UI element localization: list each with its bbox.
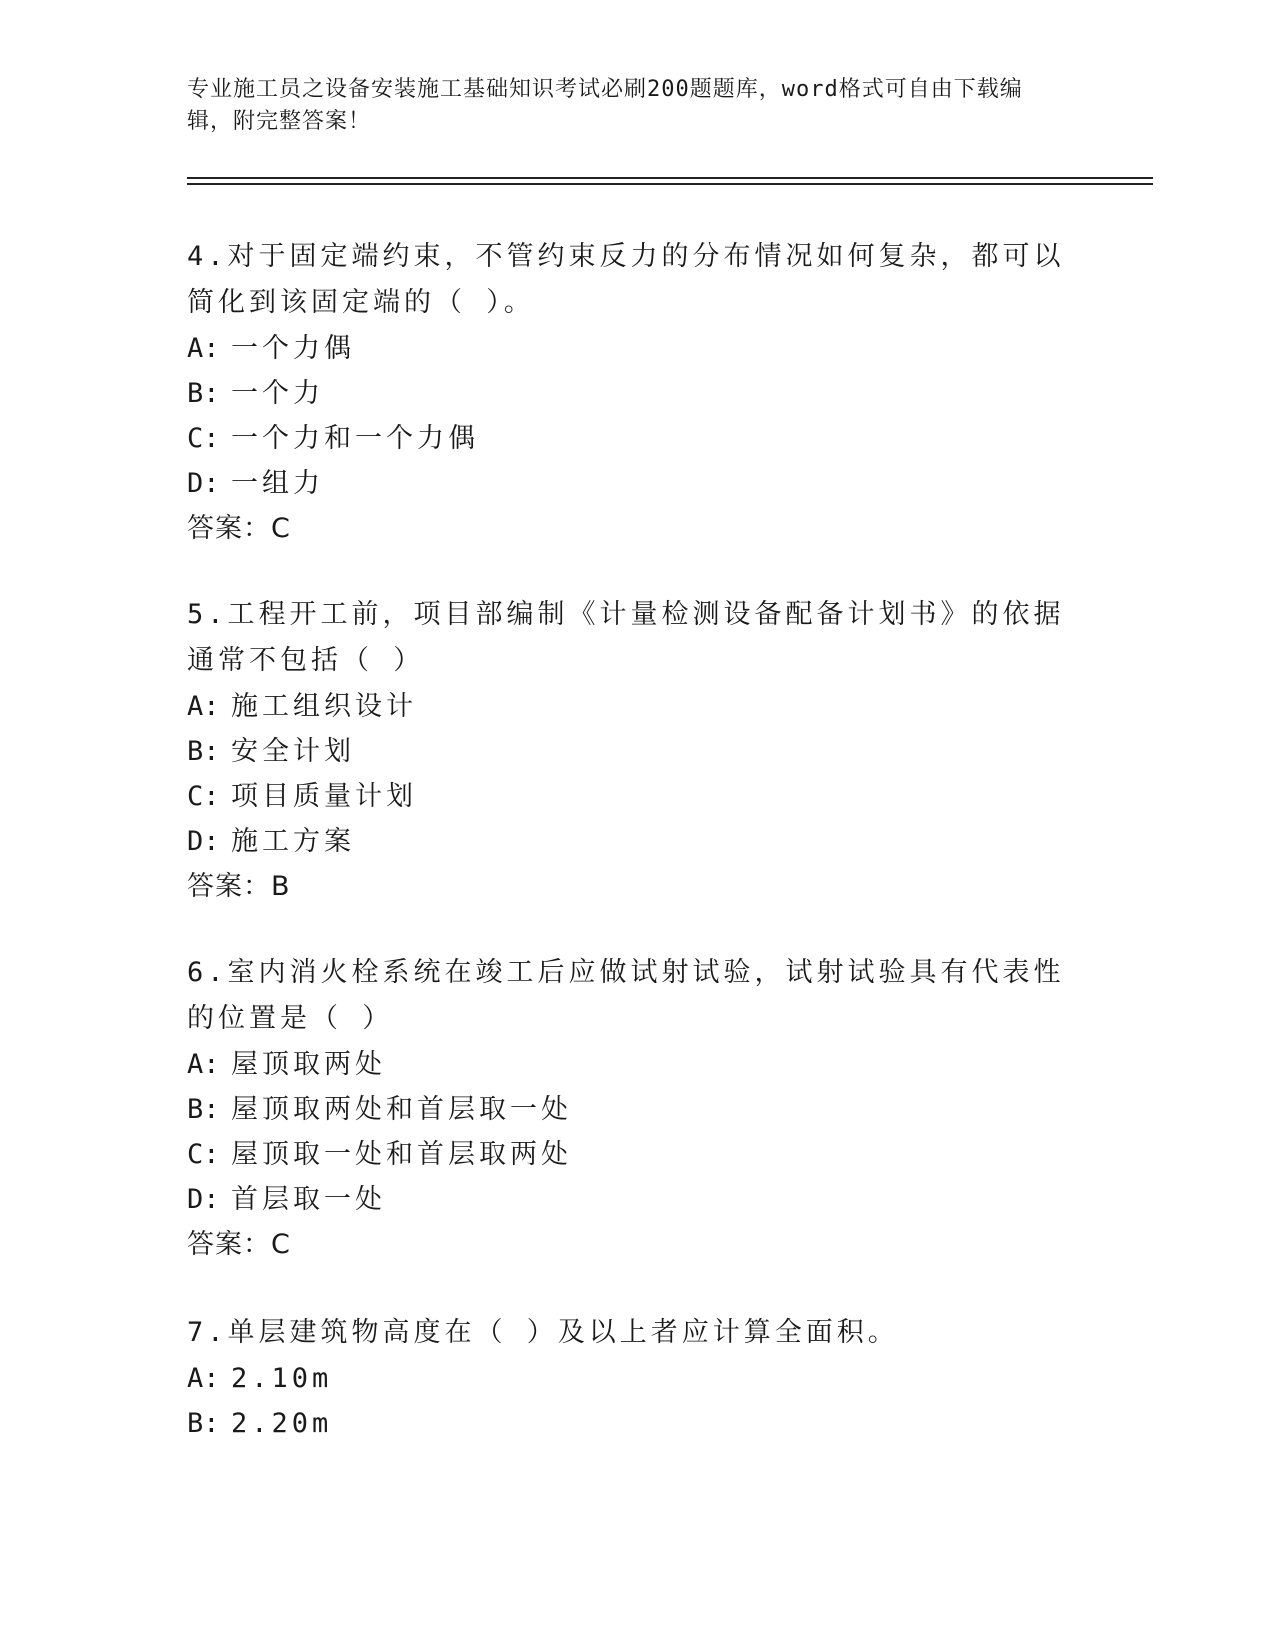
question-text: 5.工程开工前，项目部编制《计量检测设备配备计划书》的依据通常不包括（ ） <box>187 599 1065 676</box>
option-letter: C: <box>187 423 220 454</box>
question-block <box>187 592 1067 910</box>
option-letter: D: <box>187 468 220 499</box>
option-letter: D: <box>187 826 220 857</box>
answer-line: 答案：C <box>187 1229 291 1260</box>
question-text: 6.室内消火栓系统在竣工后应做试射试验，试射试验具有代表性的位置是（ ） <box>187 957 1065 1034</box>
option-d <box>187 1177 1067 1222</box>
option-letter: B: <box>187 378 220 409</box>
question-block <box>187 950 1067 1268</box>
option-c <box>187 416 1067 461</box>
option-text: 安全计划 <box>231 736 355 767</box>
option-letter: A: <box>187 333 220 364</box>
option-text: 一个力 <box>231 378 324 409</box>
option-letter: C: <box>187 781 220 812</box>
question-block <box>187 1310 1067 1446</box>
option-letter: A: <box>187 1363 220 1394</box>
option-text: 一个力偶 <box>231 333 355 364</box>
question-block <box>187 234 1067 552</box>
option-letter: B: <box>187 1408 220 1439</box>
option-text: 首层取一处 <box>231 1184 386 1215</box>
option-text: 一个力和一个力偶 <box>231 423 479 454</box>
option-a <box>187 326 1067 371</box>
option-b <box>187 1401 1067 1446</box>
option-text: 屋顶取两处和首层取一处 <box>231 1094 572 1125</box>
option-text: 2.20m <box>231 1408 333 1439</box>
option-letter: A: <box>187 1049 220 1080</box>
option-text: 施工方案 <box>231 826 355 857</box>
option-a <box>187 1042 1067 1087</box>
question-text: 4.对于固定端约束，不管约束反力的分布情况如何复杂，都可以简化到该固定端的（ ）。 <box>187 241 1065 318</box>
header-divider-top <box>187 177 1153 179</box>
option-c <box>187 1132 1067 1177</box>
option-letter: C: <box>187 1139 220 1170</box>
option-letter: A: <box>187 691 220 722</box>
option-a <box>187 1356 1067 1401</box>
option-text: 2.10m <box>231 1363 333 1394</box>
option-text: 施工组织设计 <box>231 691 417 722</box>
question-text: 7.单层建筑物高度在（ ）及以上者应计算全面积。 <box>187 1317 899 1348</box>
option-letter: B: <box>187 1094 220 1125</box>
option-b <box>187 371 1067 416</box>
option-b <box>187 1087 1067 1132</box>
option-letter: D: <box>187 1184 220 1215</box>
document-header: 专业施工员之设备安装施工基础知识考试必刷200题题库，word格式可自由下载编辑，附完整答案！ <box>187 77 1023 134</box>
option-text: 一组力 <box>231 468 324 499</box>
option-text: 屋顶取一处和首层取两处 <box>231 1139 572 1170</box>
option-letter: B: <box>187 736 220 767</box>
header-divider-bottom <box>187 183 1153 185</box>
option-d <box>187 819 1067 864</box>
option-c <box>187 774 1067 819</box>
option-text: 屋顶取两处 <box>231 1049 386 1080</box>
option-d <box>187 461 1067 506</box>
option-text: 项目质量计划 <box>231 781 417 812</box>
answer-line: 答案：B <box>187 871 291 902</box>
answer-line: 答案：C <box>187 513 291 544</box>
option-b <box>187 729 1067 774</box>
option-a <box>187 684 1067 729</box>
